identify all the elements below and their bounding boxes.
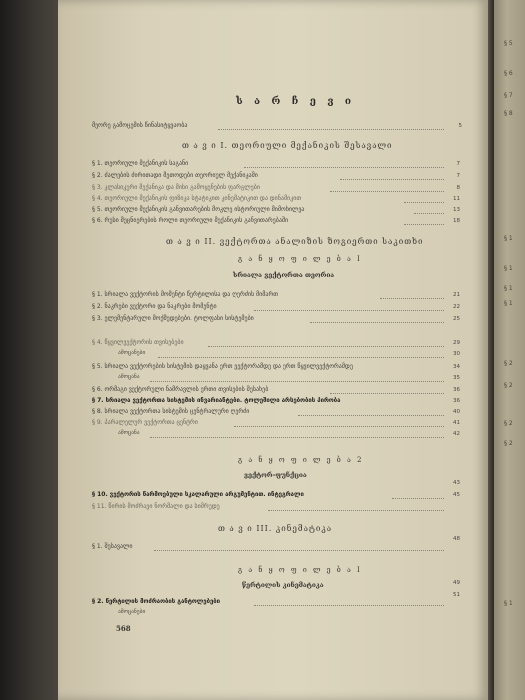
page-ref: 25 xyxy=(453,316,460,322)
dot-leader xyxy=(330,191,444,192)
page-ref: 5 xyxy=(458,123,462,129)
toc-subentry: ამოცანა xyxy=(118,430,140,436)
page-ref: 21 xyxy=(453,292,460,298)
facing-text-fragment: § 2 xyxy=(504,360,513,367)
toc-subentry: ამოცანა xyxy=(118,374,140,380)
page-ref: 36 xyxy=(453,387,460,393)
division-subtitle: წერტილის კინემატიკა xyxy=(242,581,324,589)
facing-text-fragment: § 1 xyxy=(504,235,513,242)
dot-leader xyxy=(298,415,444,416)
page-ref: 45 xyxy=(453,492,460,498)
facing-text-fragment: § 2 xyxy=(504,382,513,389)
dot-leader xyxy=(404,202,444,203)
dot-leader xyxy=(310,322,444,323)
page-ref: 48 xyxy=(453,536,460,542)
dot-leader xyxy=(268,510,444,511)
toc-entry: § 5. თეორიული მექანიკის განვითარების მოკლე ისტორიული მიმოხილვა xyxy=(92,206,305,213)
toc-entry: § 3. ელემენტარული მოქმედებები. ტოლფასი სისტემები xyxy=(92,315,254,322)
page-ref: 36 xyxy=(453,398,460,404)
dot-leader xyxy=(208,346,444,347)
toc-entry: § 10. ვექტორის წარმოებული სკალარული არგუმენტით. ინტეგრალი xyxy=(92,491,304,498)
toc-entry: § 4. თეორიული მექანიკის ფიზიკა სტატიკით კინემატიკით და დინამიკით xyxy=(92,195,302,202)
toc-entry: § 6. ორმაგი ვექტორული ნამრავლის ერთი თვისების შესახებ xyxy=(92,386,269,393)
page-ref: 49 xyxy=(453,580,460,586)
dot-leader xyxy=(150,437,444,438)
toc-entry: § 8. სრიალა ვექტორთა სისტემის ცენტრალური ღერძი xyxy=(92,408,250,415)
photo-background-left xyxy=(0,0,58,700)
facing-text-fragment: § 1 xyxy=(504,600,513,607)
toc-entry: § 3. კლასიკური მექანიკა და მისი გამოყენების ფარგლები xyxy=(92,184,260,191)
dot-leader xyxy=(158,357,444,358)
dot-leader xyxy=(392,498,444,499)
toc-entry: § 2. ნაკრები ვექტორი და ნაკრები მომენტი xyxy=(92,303,217,310)
toc-heading: ს ა რ ჩ ე ვ ი xyxy=(236,96,356,107)
toc-entry: § 2. ძალების ძირითადი მეთოდები თეორიულ მექანიკაში xyxy=(92,172,258,179)
toc-entry: § 1. თეორიული მექანიკის საგანი xyxy=(92,160,189,167)
page-ref: 34 xyxy=(453,364,460,370)
page-number: 568 xyxy=(116,624,131,633)
dot-leader xyxy=(340,179,444,180)
toc-entry: § 2. წერტილის მოძრაობის განტოლებები xyxy=(92,598,221,605)
dot-leader xyxy=(380,298,444,299)
toc-entry: § 9. პარალელურ ვექტორთა ცენტრი xyxy=(92,419,198,426)
page-ref: 35 xyxy=(453,375,460,381)
toc-entry: § 11. წირის მოძრავი ნორმალი და სიმრუდე xyxy=(92,503,220,510)
facing-text-fragment: § 8 xyxy=(504,110,513,117)
division-label: გ ა ნ ყ ო ფ ი ლ ე ბ ა 2 xyxy=(238,456,364,464)
facing-text-fragment: § 1 xyxy=(504,285,513,292)
toc-entry: § 4. წყვილვექტორის თვისებები xyxy=(92,339,184,346)
facing-page-edge xyxy=(494,0,525,700)
page-ref: 7 xyxy=(456,161,460,167)
page-ref: 13 xyxy=(453,207,460,213)
toc-entry: § 7. სრიალა ვექტორთა სისტემის ინვარიანტები. ტოლეშილი არსებობის პირობა xyxy=(92,397,341,404)
toc-entry: § 1. შესავალი xyxy=(92,543,133,550)
page-ref: 43 xyxy=(453,480,460,486)
dot-leader xyxy=(244,167,444,168)
dot-leader xyxy=(218,129,444,130)
division-label: გ ა ნ ყ ო ფ ი ლ ე ბ ა I xyxy=(238,255,362,263)
dot-leader xyxy=(254,605,444,606)
page-ref: 40 xyxy=(453,409,460,415)
dot-leader xyxy=(254,310,444,311)
page-ref: 41 xyxy=(453,420,460,426)
dot-leader xyxy=(414,213,444,214)
page-ref: 30 xyxy=(453,351,460,357)
dot-leader xyxy=(154,550,444,551)
facing-text-fragment: § 1 xyxy=(504,265,513,272)
dot-leader xyxy=(234,426,444,427)
dot-leader xyxy=(404,224,444,225)
division-label: გ ა ნ ყ ო ფ ი ლ ე ბ ა I xyxy=(238,566,362,574)
chapter-title: თ ა ვ ი II. ვექტორთა ანალიზის ზოგიერთი საკითხი xyxy=(166,237,424,246)
book-page xyxy=(58,0,488,700)
facing-text-fragment: § 7 xyxy=(504,92,513,99)
dot-leader xyxy=(330,393,444,394)
page-ref: 7 xyxy=(456,173,460,179)
page-ref: 51 xyxy=(453,592,460,598)
chapter-title: თ ა ვ ი I. თეორიული მექანიკის შესავალი xyxy=(182,141,393,150)
page-ref: 29 xyxy=(453,340,460,346)
division-subtitle: ვექტორ-ფუნქცია xyxy=(244,471,307,479)
page-ref: 22 xyxy=(453,304,460,310)
facing-text-fragment: § 2 xyxy=(504,420,513,427)
dot-leader xyxy=(150,381,444,382)
facing-text-fragment: § 5 xyxy=(504,40,513,47)
preface-entry: მეორე გამოცემის წინასიტყვაობა xyxy=(92,122,188,129)
toc-entry: § 1. სრიალა ვექტორის მომენტი წერტილისა და ღერძის მიმართ xyxy=(92,291,279,298)
toc-subentry: ამოცანები xyxy=(118,609,146,615)
page-ref: 11 xyxy=(453,196,460,202)
facing-text-fragment: § 1 xyxy=(504,300,513,307)
facing-text-fragment: § 2 xyxy=(504,440,513,447)
page-ref: 18 xyxy=(453,218,460,224)
division-subtitle: სრიალა ვექტორთა თეორია xyxy=(233,271,335,279)
chapter-title: თ ა ვ ი III. კინემატიკა xyxy=(218,524,333,533)
page-ref: 42 xyxy=(453,431,460,437)
table-of-contents xyxy=(58,0,488,700)
toc-entry: § 6. რუსი მეცნიერების როლი თეორიული მექანიკის განვითარებაში xyxy=(92,217,289,224)
facing-text-fragment: § 6 xyxy=(504,70,513,77)
toc-subentry: ამოცანები xyxy=(118,350,146,356)
page-ref: 8 xyxy=(456,185,460,191)
toc-entry: § 5. სრიალა ვექტორების სისტემის დაყვანა ერთ ვექტორამდე და ერთ წყვილვექტორამდე xyxy=(92,363,353,370)
